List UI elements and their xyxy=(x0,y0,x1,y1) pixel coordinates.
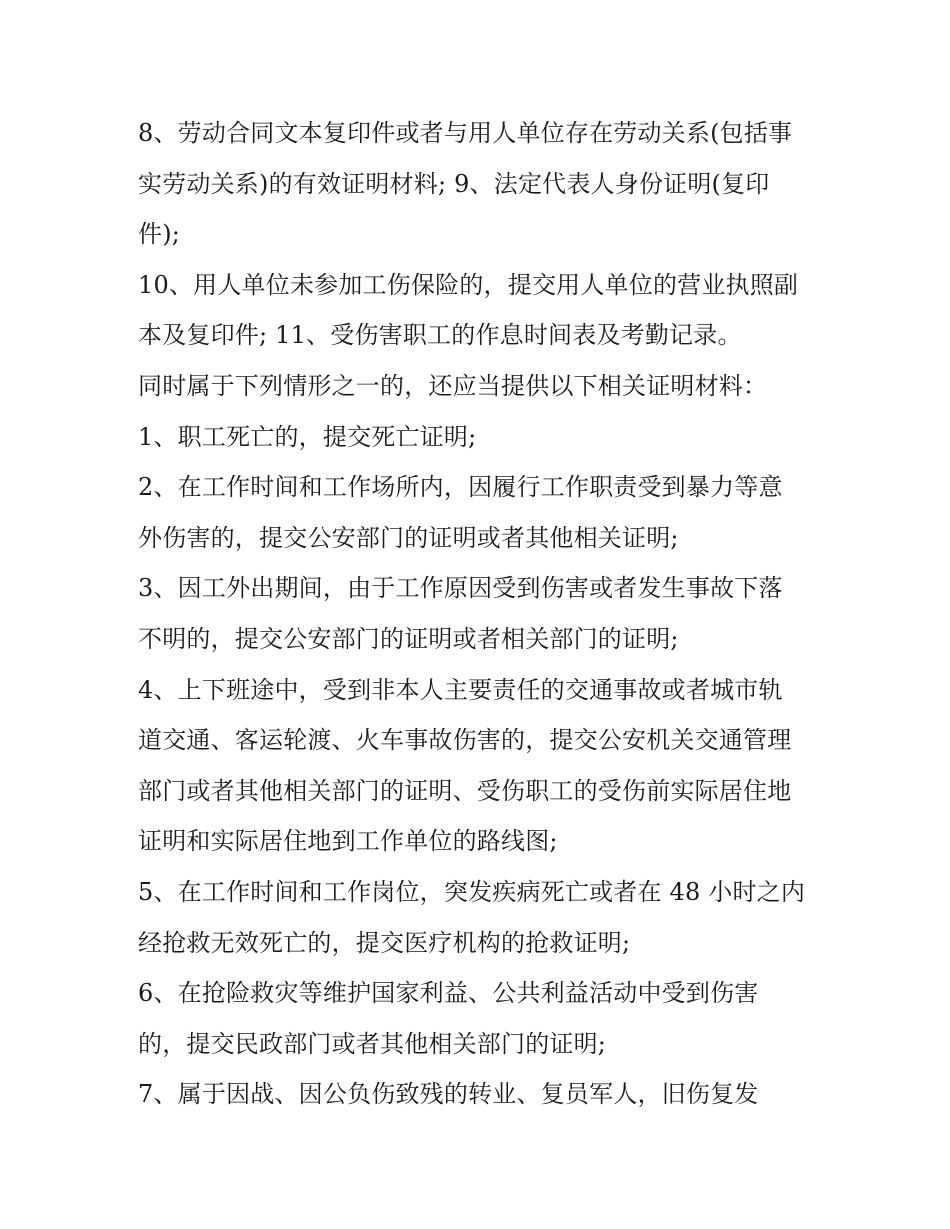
text-line-4: 10、用人单位未参加工伤保险的，提交用人单位的营业执照副 xyxy=(138,270,799,299)
text-line-8: 2、在工作时间和工作场所内，因履行工作职责受到暴力等意 xyxy=(138,473,783,502)
document-body xyxy=(138,108,818,1120)
text-line-18: 6、在抢险救灾等维护国家利益、公共利益活动中受到伤害 xyxy=(138,979,759,1008)
text-line-5: 本及复印件; 11、受伤害职工的作息时间表及考勤记录。 xyxy=(138,321,742,350)
text-line-12: 4、上下班途中，受到非本人主要责任的交通事故或者城市轨 xyxy=(138,675,783,704)
text-line-9: 外伤害的，提交公安部门的证明或者其他相关证明; xyxy=(138,523,679,552)
text-line-16: 5、在工作时间和工作岗位，突发疾病死亡或者在 48 小时之内 xyxy=(138,877,806,906)
text-line-19: 的，提交民政部门或者其他相关部门的证明; xyxy=(138,1029,607,1058)
text-line-13: 道交通、客运轮渡、火车事故伤害的，提交公安机关交通管理 xyxy=(138,726,792,755)
text-line-11: 不明的，提交公安部门的证明或者相关部门的证明; xyxy=(138,624,679,653)
text-line-6: 同时属于下列情形之一的，还应当提供以下相关证明材料： xyxy=(138,371,768,400)
text-line-15: 证明和实际居住地到工作单位的路线图; xyxy=(138,827,558,856)
text-line-1: 8、劳动合同文本复印件或者与用人单位存在劳动关系(包括事 xyxy=(138,119,793,147)
text-line-14: 部门或者其他相关部门的证明、受伤职工的受伤前实际居住地 xyxy=(138,776,792,805)
text-line-10: 3、因工外出期间，由于工作原因受到伤害或者发生事故下落 xyxy=(138,574,783,603)
text-line-2: 实劳动关系)的有效证明材料; 9、法定代表人身份证明(复印 xyxy=(138,169,770,198)
text-line-7: 1、职工死亡的，提交死亡证明; xyxy=(138,422,477,451)
text-line-3: 件); xyxy=(138,220,181,249)
text-line-20: 7、属于因战、因公负伤致残的转业、复员军人，旧伤复发 xyxy=(138,1080,759,1109)
text-line-17: 经抢救无效死亡的，提交医疗机构的抢救证明; xyxy=(138,928,631,957)
